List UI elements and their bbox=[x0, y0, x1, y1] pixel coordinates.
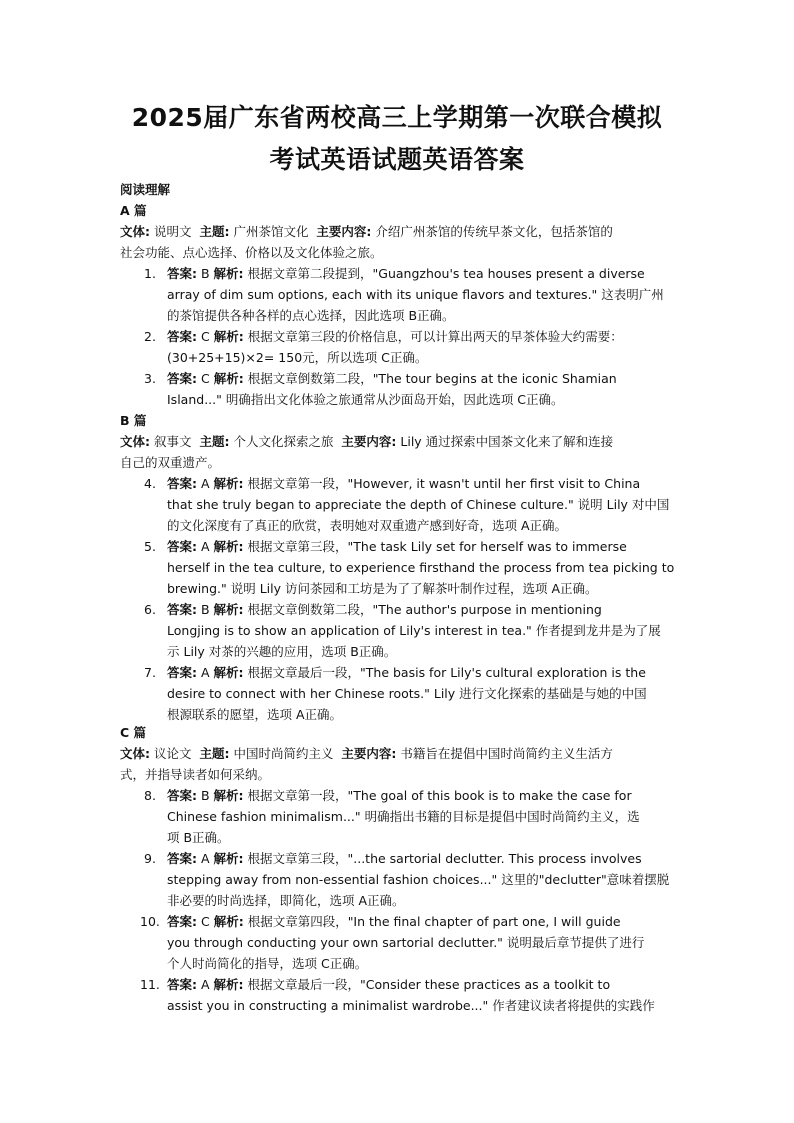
answer-label: 答案: bbox=[167, 665, 197, 680]
q6-line-3: 示 Lily 对茶的兴趣的应用，选项 B正确。 bbox=[167, 644, 397, 659]
q8-number: 8. bbox=[144, 788, 156, 803]
q4-number: 4. bbox=[144, 476, 156, 491]
q2-answer: C bbox=[200, 329, 210, 344]
q3-line-1 bbox=[167, 368, 617, 389]
q7-answer: A bbox=[200, 665, 210, 680]
analysis-label: 解析: bbox=[213, 914, 244, 929]
q1-line-3: 的茶馆提供各种各样的点心选择，因此选项 B正确。 bbox=[167, 308, 455, 323]
analysis-label: 解析: bbox=[213, 788, 244, 803]
q9-number: 9. bbox=[144, 851, 156, 866]
q11-answer: A bbox=[200, 977, 210, 992]
answer-label: 答案: bbox=[167, 329, 197, 344]
part-b-main: Lily 通过探索中国茶文化来了解和连接 bbox=[400, 434, 614, 449]
q5-number: 5. bbox=[144, 539, 156, 554]
q7-number: 7. bbox=[144, 665, 156, 680]
q4-line-2: that she truly began to appreciate the depth of Chinese culture." 说明 Lily 对中国 bbox=[167, 497, 670, 512]
q11-number: 11. bbox=[140, 977, 160, 992]
main-label: 主要内容: bbox=[316, 224, 372, 239]
q8-answer: B bbox=[200, 788, 210, 803]
q2-line-2: (30+25+15)×2= 150元，所以选项 C正确。 bbox=[167, 350, 428, 365]
analysis-label: 解析: bbox=[213, 371, 244, 386]
q1-line-1 bbox=[167, 263, 645, 284]
part-c-main: 书籍旨在提倡中国时尚简约主义生活方 bbox=[400, 746, 613, 761]
q7-line-3: 根源联系的愿望，选项 A正确。 bbox=[167, 707, 343, 722]
answer-label: 答案: bbox=[167, 788, 197, 803]
answer-label: 答案: bbox=[167, 602, 197, 617]
q3-line-2: Island..." 明确指出文化体验之旅通常从沙面岛开始，因此选项 C正确。 bbox=[167, 392, 564, 407]
q10-line-3: 个人时尚简化的指导，选项 C正确。 bbox=[167, 956, 368, 971]
part-a-main-cont: 社会功能、点心选择、价格以及文化体验之旅。 bbox=[120, 245, 383, 260]
q5-answer: A bbox=[200, 539, 210, 554]
q5-line-1 bbox=[167, 536, 627, 557]
q8-line-1 bbox=[167, 785, 632, 806]
q9-line-1 bbox=[167, 848, 642, 869]
q4-answer: A bbox=[200, 476, 210, 491]
q10-answer: C bbox=[200, 914, 210, 929]
q11-text: 根据文章最后一段，"Consider these practices as a toolkit to bbox=[247, 977, 611, 992]
analysis-label: 解析: bbox=[213, 476, 244, 491]
part-b-heading: B 篇 bbox=[120, 413, 147, 428]
answer-label: 答案: bbox=[167, 914, 197, 929]
q5-text: 根据文章第三段，"The task Lily set for herself was to immerse bbox=[247, 539, 627, 554]
genre-label: 文体: bbox=[120, 434, 150, 449]
q6-text: 根据文章倒数第二段，"The author's purpose in mentioning bbox=[247, 602, 602, 617]
analysis-label: 解析: bbox=[213, 602, 244, 617]
analysis-label: 解析: bbox=[213, 977, 244, 992]
q10-line-1 bbox=[167, 911, 621, 932]
part-a-theme: 广州茶馆文化 bbox=[233, 224, 309, 239]
q10-text: 根据文章第四段，"In the final chapter of part one, I will guide bbox=[247, 914, 621, 929]
q6-line-2: Longjing is to show an application of Lily's interest in tea." 作者提到龙井是为了展 bbox=[167, 623, 661, 638]
q4-text: 根据文章第一段，"However, it wasn't until her first visit to China bbox=[247, 476, 641, 491]
part-b-genre: 叙事文 bbox=[153, 434, 192, 449]
answer-label: 答案: bbox=[167, 266, 197, 281]
q8-line-3: 项 B正确。 bbox=[167, 830, 230, 845]
q1-text: 根据文章第二段提到，"Guangzhou's tea houses present a diverse bbox=[247, 266, 645, 281]
answer-label: 答案: bbox=[167, 371, 197, 386]
genre-label: 文体: bbox=[120, 224, 150, 239]
document-title-line-1: 2025届广东省两校高三上学期第一次联合模拟 bbox=[131, 103, 663, 132]
theme-label: 主题: bbox=[199, 746, 230, 761]
q11-line-1 bbox=[167, 974, 610, 995]
q4-line-1 bbox=[167, 473, 640, 494]
q6-number: 6. bbox=[144, 602, 156, 617]
q1-line-2: array of dim sum options, each with its unique flavors and textures." 这表明广州 bbox=[167, 287, 664, 302]
q8-text: 根据文章第一段，"The goal of this book is to make the case for bbox=[247, 788, 632, 803]
part-c-summary bbox=[120, 743, 613, 764]
q7-line-1 bbox=[167, 662, 646, 683]
part-c-genre: 议论文 bbox=[153, 746, 192, 761]
q11-line-2: assist you in constructing a minimalist wardrobe..." 作者建议读者将提供的实践作 bbox=[167, 998, 655, 1013]
theme-label: 主题: bbox=[199, 434, 230, 449]
q7-text: 根据文章最后一段，"The basis for Lily's cultural exploration is the bbox=[247, 665, 646, 680]
part-a-heading: A 篇 bbox=[120, 203, 147, 218]
answer-label: 答案: bbox=[167, 851, 197, 866]
q3-answer: C bbox=[200, 371, 210, 386]
document-title-line-2: 考试英语试题英语答案 bbox=[269, 145, 525, 174]
main-label: 主要内容: bbox=[341, 434, 397, 449]
q3-number: 3. bbox=[144, 371, 156, 386]
q1-number: 1. bbox=[144, 266, 156, 281]
q6-answer: B bbox=[200, 602, 210, 617]
main-label: 主要内容: bbox=[341, 746, 397, 761]
analysis-label: 解析: bbox=[213, 851, 244, 866]
q9-answer: A bbox=[200, 851, 210, 866]
q2-text: 根据文章第三段的价格信息，可以计算出两天的早茶体验大约需要： bbox=[247, 329, 623, 344]
q7-line-2: desire to connect with her Chinese roots." Lily 进行文化探索的基础是与她的中国 bbox=[167, 686, 647, 701]
answer-label: 答案: bbox=[167, 539, 197, 554]
q4-line-3: 的文化深度有了真正的欣赏，表明她对双重遗产感到好奇，选项 A正确。 bbox=[167, 518, 568, 533]
part-c-theme: 中国时尚简约主义 bbox=[233, 746, 334, 761]
part-b-main-cont: 自己的双重遗产。 bbox=[120, 455, 221, 470]
analysis-label: 解析: bbox=[213, 539, 244, 554]
analysis-label: 解析: bbox=[213, 665, 244, 680]
q6-line-1 bbox=[167, 599, 602, 620]
answer-label: 答案: bbox=[167, 977, 197, 992]
q5-line-2: herself in the tea culture, to experience firsthand the process from tea picking to bbox=[167, 560, 675, 575]
q9-line-2: stepping away from non-essential fashion choices..." 这里的"declutter"意味着摆脱 bbox=[167, 872, 670, 887]
theme-label: 主题: bbox=[199, 224, 230, 239]
part-a-summary bbox=[120, 221, 613, 242]
q2-number: 2. bbox=[144, 329, 156, 344]
analysis-label: 解析: bbox=[213, 266, 244, 281]
q8-line-2: Chinese fashion minimalism..." 明确指出书籍的目标是提倡中国时尚简约主义，选 bbox=[167, 809, 640, 824]
q10-line-2: you through conducting your own sartorial declutter." 说明最后章节提供了进行 bbox=[167, 935, 645, 950]
q1-answer: B bbox=[200, 266, 210, 281]
q3-text: 根据文章倒数第二段，"The tour begins at the iconic Shamian bbox=[247, 371, 617, 386]
q9-text: 根据文章第三段，"...the sartorial declutter. This process involves bbox=[247, 851, 642, 866]
genre-label: 文体: bbox=[120, 746, 150, 761]
part-c-heading: C 篇 bbox=[120, 725, 147, 740]
q9-line-3: 非必要的时尚选择，即简化，选项 A正确。 bbox=[167, 893, 405, 908]
section-heading: 阅读理解 bbox=[120, 182, 171, 197]
q5-line-3: brewing." 说明 Lily 访问茶园和工坊是为了了解茶叶制作过程，选项 A正确。 bbox=[167, 581, 598, 596]
part-a-genre: 说明文 bbox=[153, 224, 192, 239]
q10-number: 10. bbox=[140, 914, 160, 929]
answer-label: 答案: bbox=[167, 476, 197, 491]
part-a-main: 介绍广州茶馆的传统早茶文化，包括茶馆的 bbox=[375, 224, 613, 239]
part-b-summary bbox=[120, 431, 613, 452]
analysis-label: 解析: bbox=[213, 329, 244, 344]
part-b-theme: 个人文化探索之旅 bbox=[233, 434, 334, 449]
q2-line-1 bbox=[167, 326, 623, 347]
part-c-main-cont: 式，并指导读者如何采纳。 bbox=[120, 767, 271, 782]
